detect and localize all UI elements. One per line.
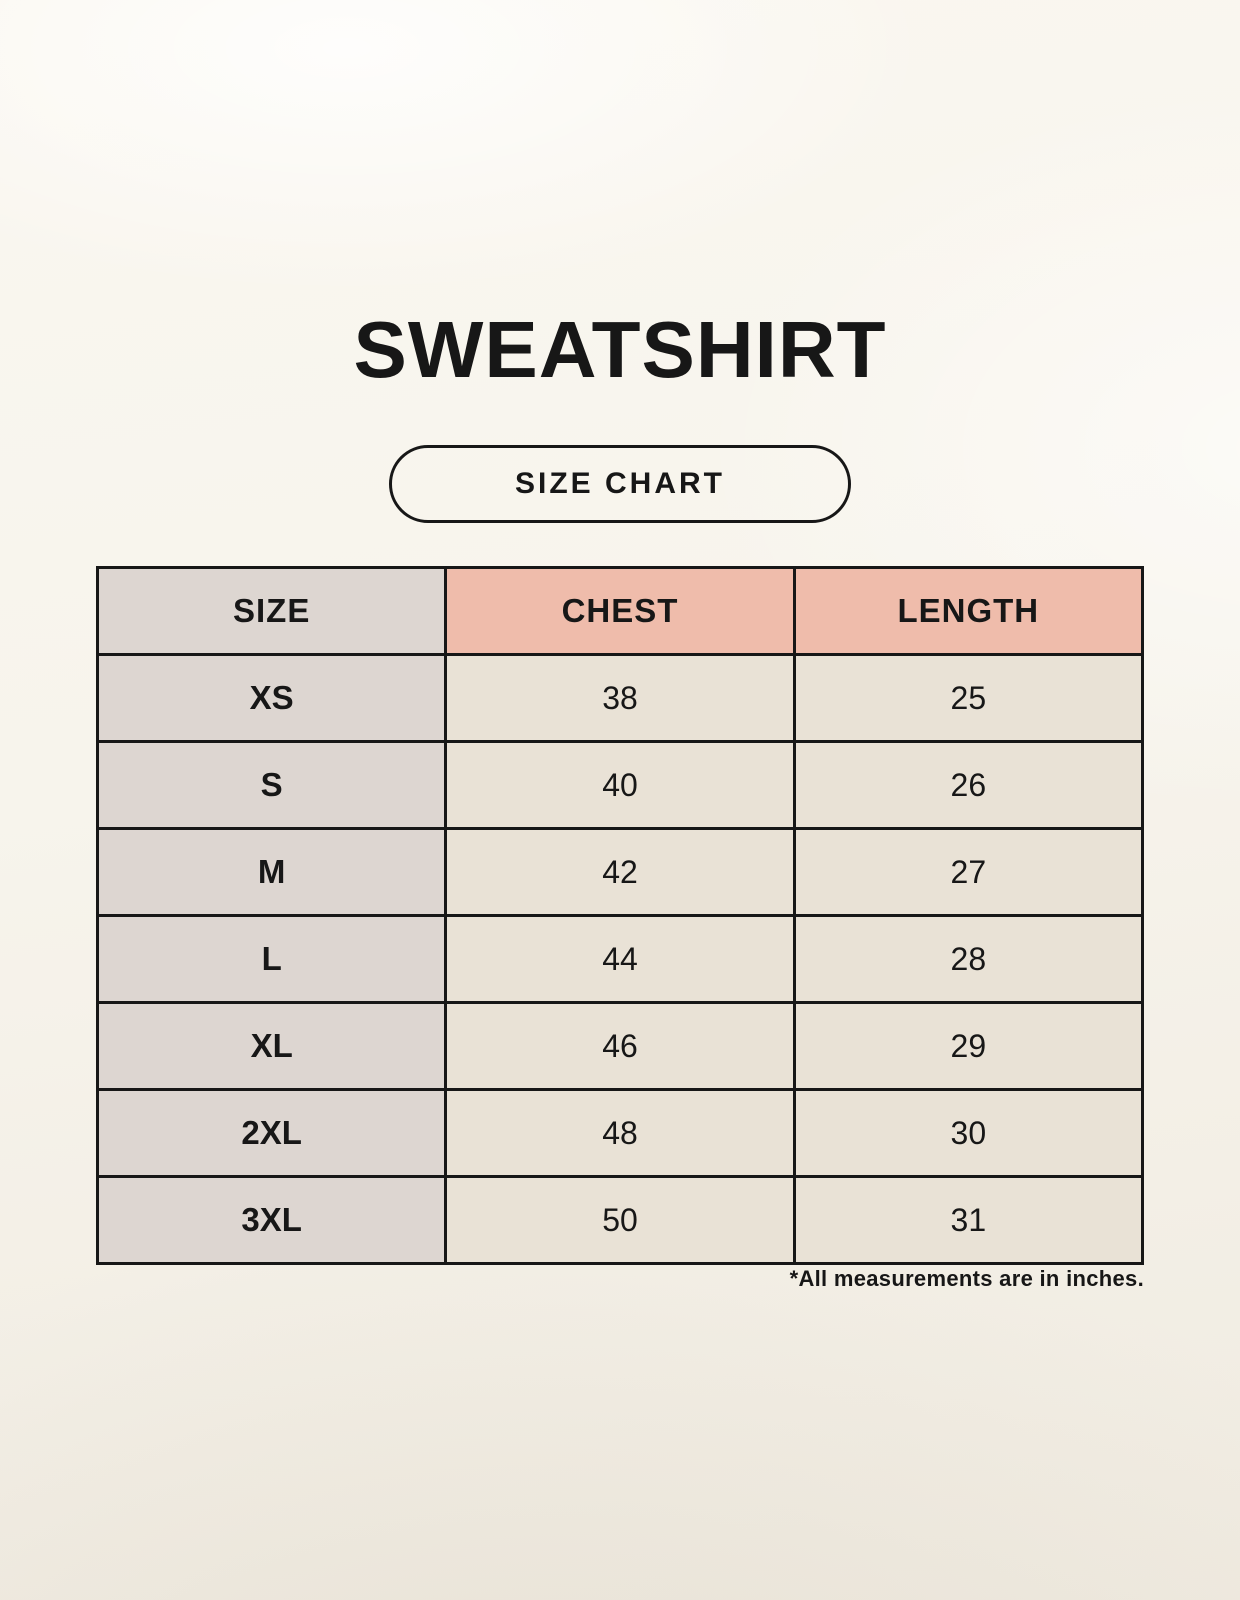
table-row [98, 655, 1143, 742]
measurement-note: *All measurements are in inches. [789, 1266, 1144, 1291]
chest-value: 38 [446, 655, 794, 742]
column-header-chest: CHEST [446, 568, 794, 655]
table-row [98, 916, 1143, 1003]
size-label: S [98, 742, 446, 829]
table-row [98, 829, 1143, 916]
table-row [98, 1177, 1143, 1264]
size-label: 2XL [98, 1090, 446, 1177]
size-chart-table [96, 566, 1144, 1265]
chest-value: 50 [446, 1177, 794, 1264]
page-title: SWEATSHIRT [353, 305, 887, 394]
table-row [98, 1003, 1143, 1090]
size-label: XS [98, 655, 446, 742]
length-value: 29 [794, 1003, 1142, 1090]
chest-value: 48 [446, 1090, 794, 1177]
chest-value: 42 [446, 829, 794, 916]
length-value: 25 [794, 655, 1142, 742]
length-value: 27 [794, 829, 1142, 916]
chest-value: 46 [446, 1003, 794, 1090]
size-label: M [98, 829, 446, 916]
header-row [98, 568, 1143, 655]
table-header [98, 568, 1143, 655]
chest-value: 40 [446, 742, 794, 829]
column-header-size: SIZE [98, 568, 446, 655]
length-value: 28 [794, 916, 1142, 1003]
column-header-length: LENGTH [794, 568, 1142, 655]
chest-value: 44 [446, 916, 794, 1003]
length-value: 31 [794, 1177, 1142, 1264]
size-label: 3XL [98, 1177, 446, 1264]
size-chart-badge-label: SIZE CHART [515, 467, 725, 500]
table-row [98, 742, 1143, 829]
size-chart-badge [389, 445, 851, 523]
size-label: L [98, 916, 446, 1003]
size-label: XL [98, 1003, 446, 1090]
table-row [98, 1090, 1143, 1177]
length-value: 30 [794, 1090, 1142, 1177]
length-value: 26 [794, 742, 1142, 829]
